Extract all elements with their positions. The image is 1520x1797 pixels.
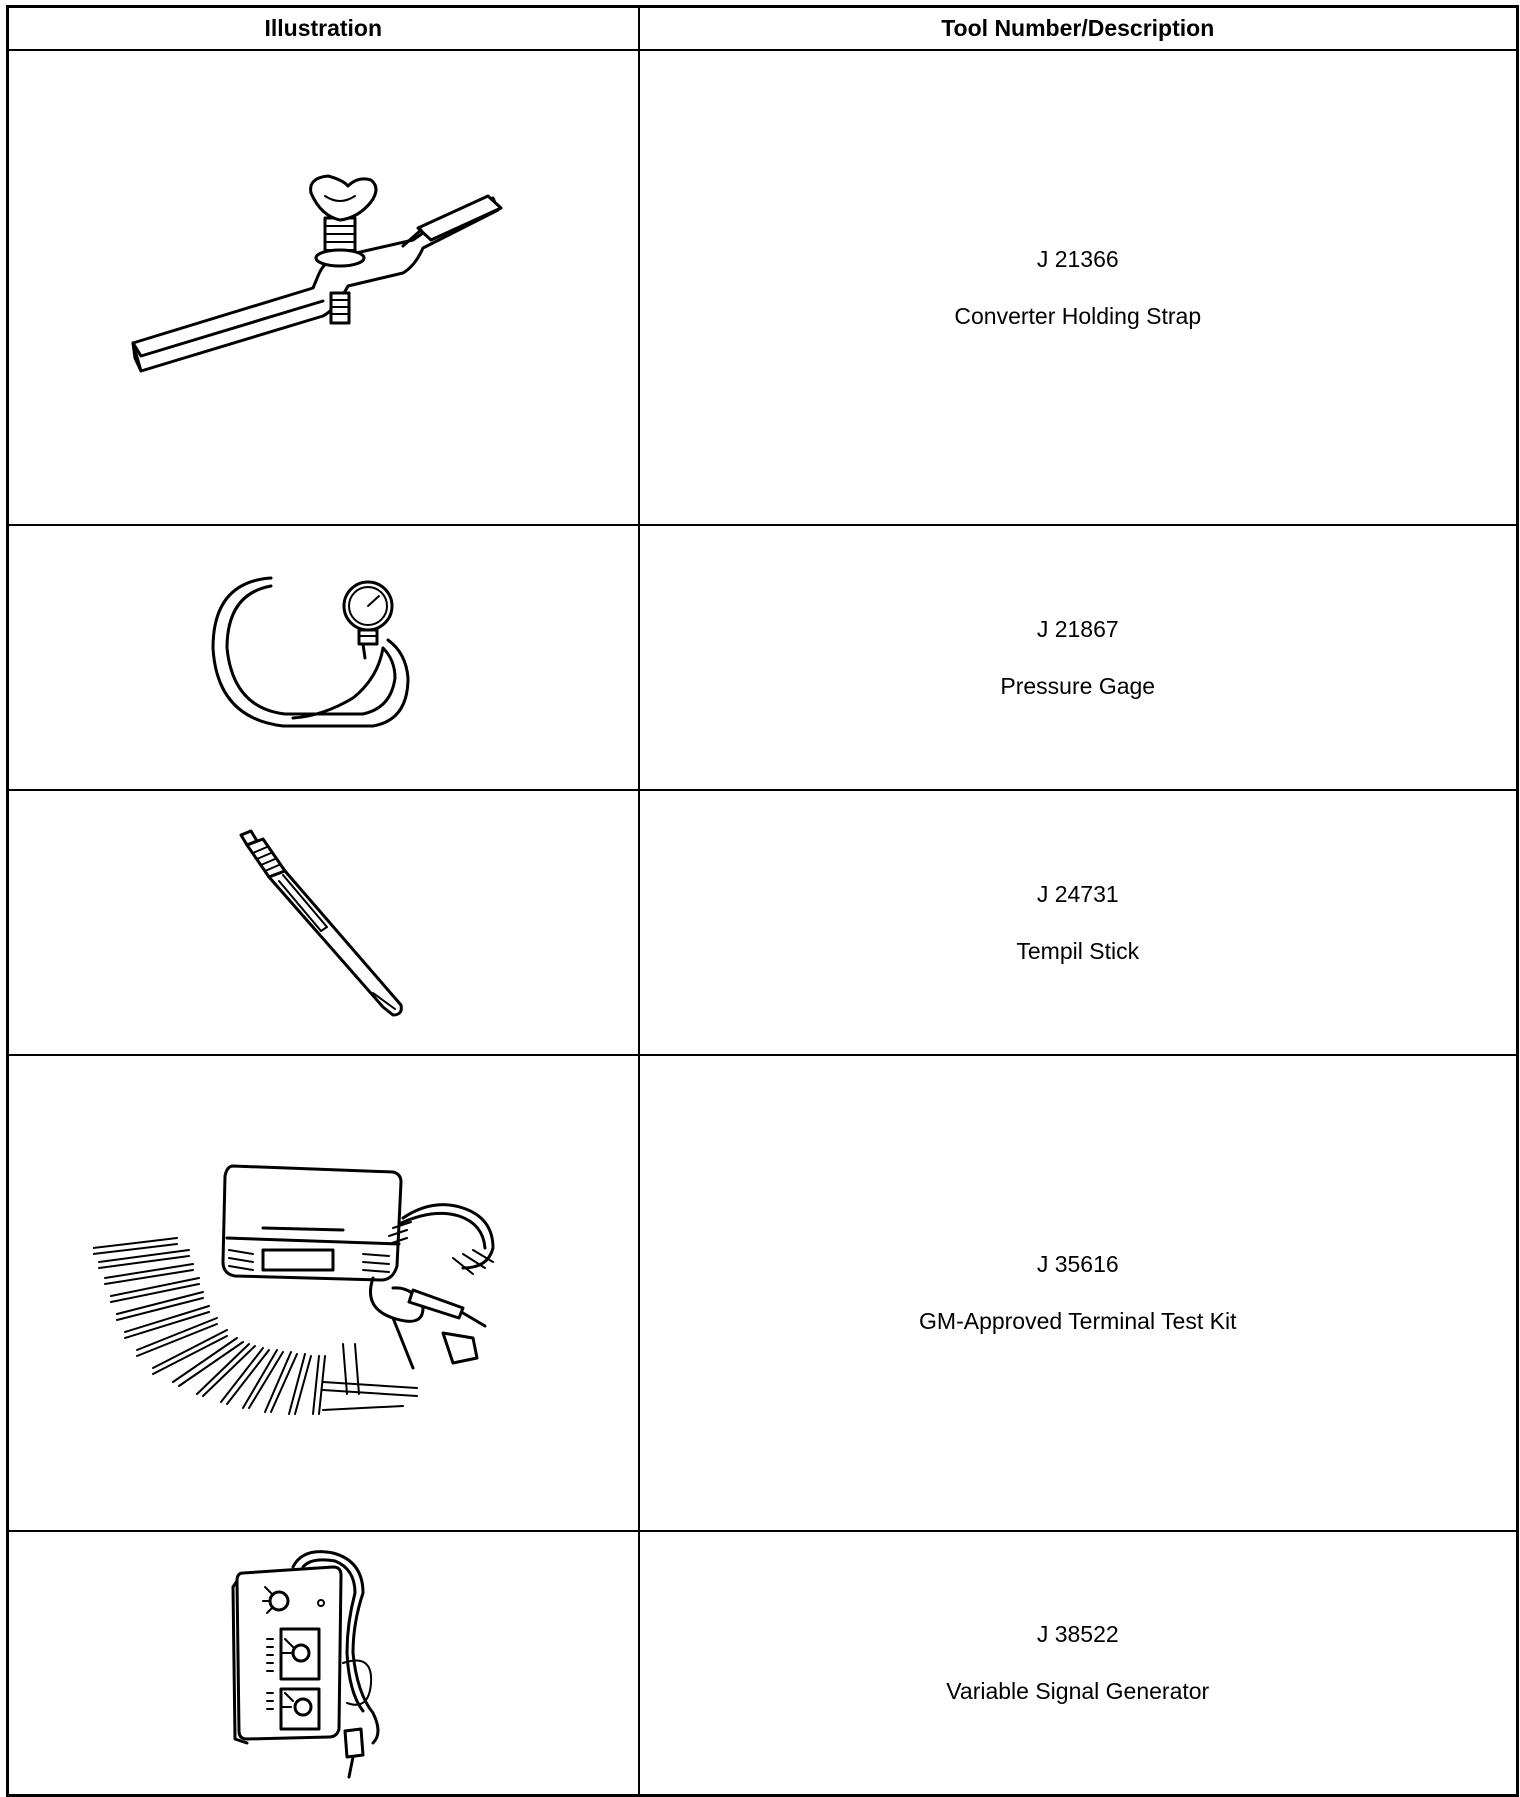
tool-description: Pressure Gage: [1000, 672, 1156, 699]
header-row: [8, 7, 1518, 51]
table-row: [8, 1531, 1518, 1796]
illustration-cell: [8, 525, 639, 790]
variable-signal-generator-icon: [223, 1543, 423, 1783]
description-cell: [639, 525, 1518, 790]
tools-table: [6, 5, 1519, 1797]
description-cell: [639, 1055, 1518, 1531]
tool-description: Variable Signal Generator: [946, 1678, 1210, 1704]
table-row: [8, 1055, 1518, 1531]
tool-description: Tempil Stick: [1016, 937, 1140, 964]
illustration-header: Illustration: [8, 7, 639, 51]
tool-number: J 24731: [1036, 880, 1119, 907]
tempil-stick-icon: [223, 823, 423, 1023]
table-row: [8, 525, 1518, 790]
pressure-gage-icon: [203, 568, 443, 748]
terminal-test-kit-icon: [93, 1158, 553, 1428]
tool-description: Converter Holding Strap: [954, 302, 1202, 329]
illustration-cell: [8, 50, 639, 525]
description-cell: [639, 790, 1518, 1055]
tool-number: J 21867: [1036, 615, 1119, 642]
illustration-cell: [8, 1531, 639, 1796]
tool-header: Tool Number/Description: [639, 7, 1518, 51]
table-row: [8, 790, 1518, 1055]
description-cell: [639, 1531, 1518, 1796]
tool-number: J 35616: [1036, 1251, 1119, 1277]
illustration-cell: [8, 790, 639, 1055]
tool-number: J 38522: [1036, 1621, 1119, 1647]
converter-holding-strap-icon: [103, 158, 543, 418]
description-cell: [639, 50, 1518, 525]
illustration-cell: [8, 1055, 639, 1531]
tool-number: J 21366: [1036, 245, 1119, 272]
table-row: [8, 50, 1518, 525]
tool-description: GM-Approved Terminal Test Kit: [919, 1308, 1237, 1334]
